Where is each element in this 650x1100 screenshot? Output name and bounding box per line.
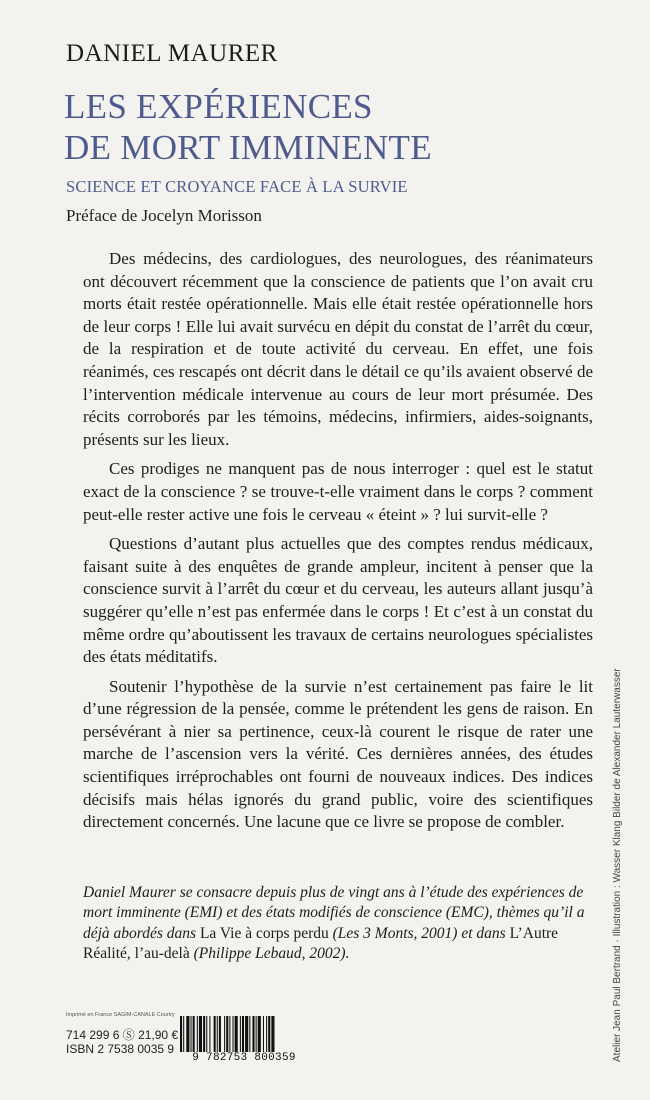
bio-text: (Les 3 Monts, 2001) et dans <box>328 924 510 942</box>
design-credit: Atelier Jean Paul Bertrand · Illustration : Wasser Klang Bilder de Alexander Lauterwasser <box>612 668 623 1062</box>
isbn-number: ISBN 2 7538 0035 9 <box>66 1042 175 1056</box>
bio-book-title: La Vie à corps perdu <box>199 924 329 942</box>
printer-imprint: Imprimé en France SAGIM-CANALE Courtry <box>66 1012 175 1018</box>
title-line-1: LES EXPÉRIENCES <box>64 87 373 126</box>
author-name: DANIEL MAURER <box>66 40 278 67</box>
blurb <box>83 248 593 841</box>
barcode-digits: 9 782753 800359 <box>176 1052 312 1068</box>
preface-credit: Préface de Jocelyn Morisson <box>66 206 262 225</box>
book-title <box>64 86 432 168</box>
price-value: 21,90 € <box>138 1028 179 1042</box>
blurb-paragraph: Des médecins, des cardiologues, des neurologues, des réanimateurs ont découvert récemment que la conscience de patients que l’on avait cru morts était restée opérationnelle. Mais elle était restée opérationnelle hors de leur corps ! Elle lui avait survécu en dépit du constat de l’arrêt du cœur, de la respiration et de toute activité du cerveau. En effet, une fois réanimés, ces rescapés ont décrit dans le détail ce qu’ils avaient observé de l’intervention médicale intervenue au cours de leur mort présumée. Des récits corroborés par les témoins, médecins, infirmiers, aides-soignants, présents sur les lieux. <box>83 249 593 449</box>
bio-text: Daniel Maurer se consacre depuis plus de vingt ans à l’étude des expériences de mort imminente (EMI) et des états modifiés de conscience (EMC), thèmes qu’il a déjà abordés dans <box>83 884 585 942</box>
price-line <box>66 1026 178 1043</box>
bio-book-title: L’Autre Réalité, l’au-delà <box>83 924 559 963</box>
title-line-2: DE MORT IMMINENTE <box>64 128 432 167</box>
blurb-paragraph: Ces prodiges ne manquent pas de nous interroger : quel est le statut exact de la conscience ? se trouve-t-elle vraiment dans le corps ? comment peut-elle rester active une fois le cerveau « éteint » ? lui survit-elle ? <box>83 459 593 524</box>
product-code: 714 299 6 <box>66 1028 123 1042</box>
author-bio <box>83 883 603 965</box>
price-symbol: Ⓢ <box>122 1028 135 1042</box>
blurb-paragraph: Questions d’autant plus actuelles que des comptes rendus médicaux, faisant suite à des enquêtes de grande ampleur, incitent à penser que la conscience survit à l’arrêt du cœur et du cerveau, les auteurs allant jusqu’à suggérer qu’elle n’est pas enfermée dans le corps ! Et c’est à un constat du même ordre qu’aboutissent les travaux de certains neurologues spécialistes des états méditatifs. <box>83 534 593 667</box>
book-subtitle: SCIENCE ET CROYANCE FACE À LA SURVIE <box>66 177 408 196</box>
barcode <box>176 1016 312 1070</box>
bio-text: (Philippe Lebaud, 2002). <box>189 945 350 963</box>
blurb-paragraph: Soutenir l’hypothèse de la survie n’est certainement pas faire le lit d’une régression de la pensée, comme le prétendent les gens de raison. En persévérant à nier sa pertinence, ceux-là courent le risque de rater une marche de l’ascension vers la vérité. Ces dernières années, des études scientifiques irréprochables ont fourni de nouveaux indices. Des indices décisifs mais hélas ignorés du grand public, voire des scientifiques directement concernés. Une lacune que ce livre se propose de combler. <box>83 676 593 832</box>
